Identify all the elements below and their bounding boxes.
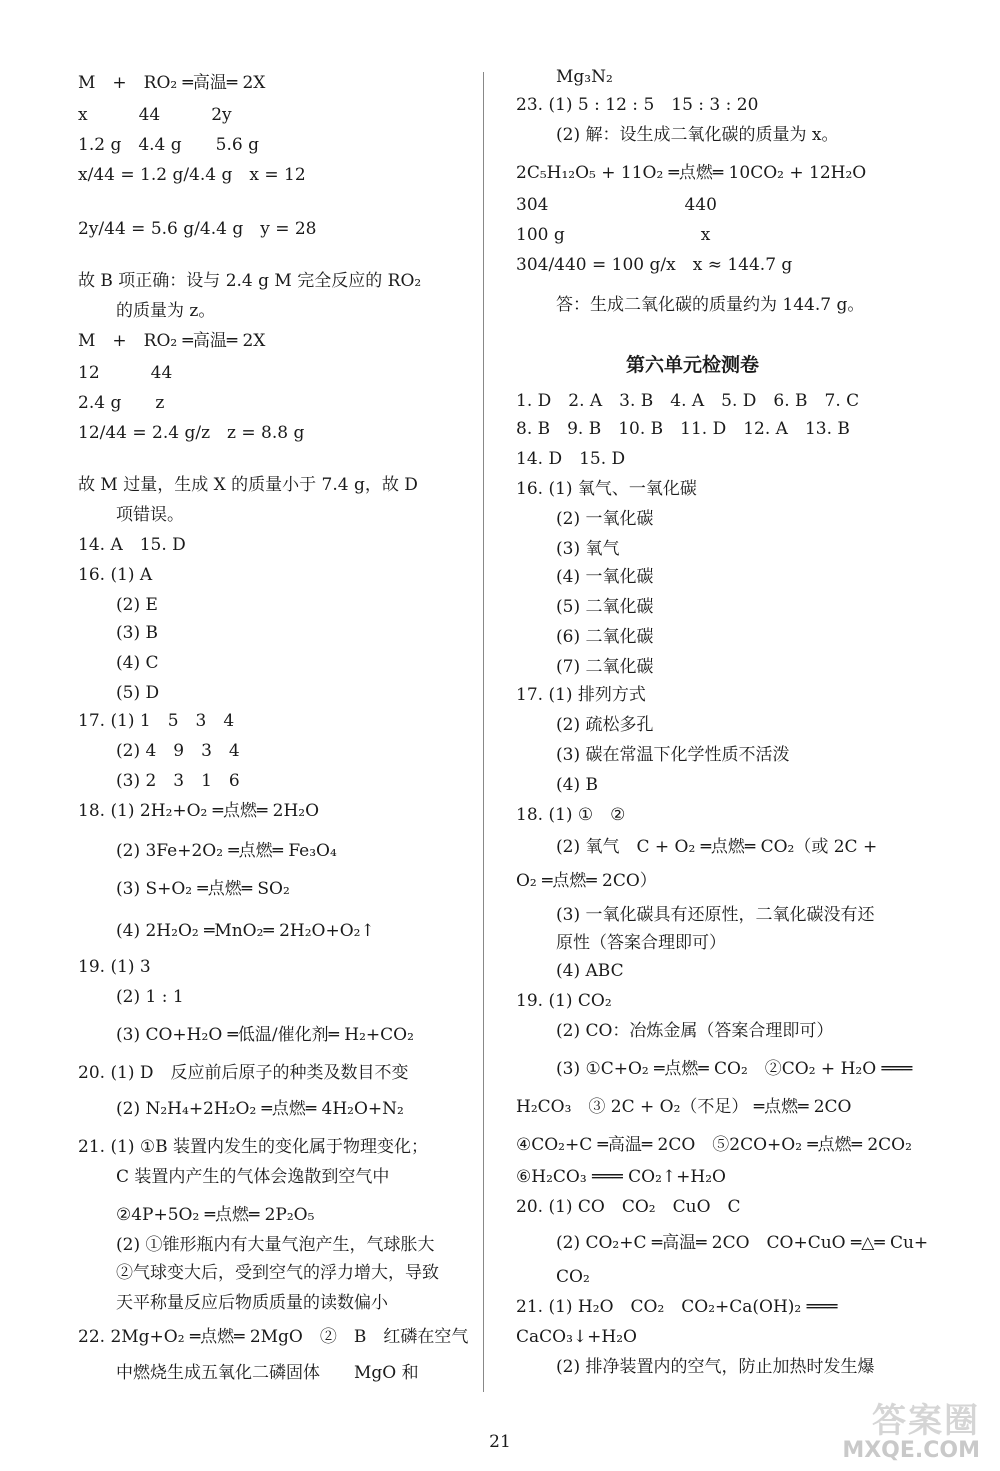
answer-line: 2.4 g z [78, 393, 165, 413]
answer-line: 16. (1) A [78, 565, 153, 585]
answer-line: (4) ABC [556, 961, 624, 981]
answer-line: 304/440 = 100 g/x x ≈ 144.7 g [516, 255, 793, 275]
answer-line: 16. (1) 氧气、一氧化碳 [516, 479, 697, 499]
page-number: 21 [489, 1432, 511, 1452]
answer-line: 14. A 15. D [78, 535, 186, 555]
answer-line: (2) 4 9 3 4 [116, 741, 240, 761]
answer-line: O₂ ═点燃═ 2CO） [516, 871, 657, 891]
answer-line: 项错误。 [116, 505, 184, 525]
answer-line: 23. (1) 5 : 12 : 5 15 : 3 : 20 [516, 95, 759, 115]
watermark-logo [816, 1393, 986, 1463]
answer-line: Mg₃N₂ [556, 67, 613, 87]
answer-line: M + RO₂ ═高温═ 2X [78, 331, 266, 351]
answer-line: 19. (1) CO₂ [516, 991, 612, 1011]
answer-line: (5) 二氧化碳 [556, 597, 654, 617]
answer-line: 17. (1) 排列方式 [516, 685, 646, 705]
watermark-glyphs: 答案圈 [872, 1401, 980, 1441]
answer-line: (4) B [556, 775, 598, 795]
answer-line: (2) ①锥形瓶内有大量气泡产生，气球胀大 [116, 1235, 435, 1255]
answer-line: 100 g x [516, 225, 711, 245]
answer-line: 20. (1) CO CO₂ CuO C [516, 1197, 741, 1217]
answer-line: 中燃烧生成五氧化二磷固体 MgO 和 [116, 1363, 419, 1383]
answer-line: ②气球变大后，受到空气的浮力增大，导致 [116, 1263, 439, 1283]
answer-line: (2) 解：设生成二氧化碳的质量为 x。 [556, 125, 839, 145]
answer-line: (2) 一氧化碳 [556, 509, 654, 529]
answer-line: 18. (1) ① ② [516, 805, 626, 825]
answer-line: 8. B 9. B 10. B 11. D 12. A 13. B [516, 419, 850, 439]
answer-line: (6) 二氧化碳 [556, 627, 654, 647]
answer-line: ⑥H₂CO₃ ═══ CO₂↑+H₂O [516, 1167, 726, 1187]
answer-line: 18. (1) 2H₂+O₂ ═点燃═ 2H₂O [78, 801, 320, 821]
answer-line: (3) B [116, 623, 158, 643]
answer-line: 12/44 = 2.4 g/z z = 8.8 g [78, 423, 305, 443]
section-title: 第六单元检测卷 [626, 354, 760, 376]
answer-line: 天平称量反应后物质质量的读数偏小 [116, 1293, 388, 1313]
answer-line: (2) 疏松多孔 [556, 715, 654, 735]
answer-line: 故 B 项正确：设与 2.4 g M 完全反应的 RO₂ [78, 271, 422, 291]
answer-line: x 44 2y [78, 105, 232, 125]
answer-line: 12 44 [78, 363, 173, 383]
answer-line: (2) E [116, 595, 158, 615]
answer-line: (2) 3Fe+2O₂ ═点燃═ Fe₃O₄ [116, 841, 337, 861]
answer-line: (3) 一氧化碳具有还原性，二氧化碳没有还 [556, 905, 875, 925]
answer-line: H₂CO₃ ③ 2C + O₂（不足） ═点燃═ 2CO [516, 1097, 852, 1117]
answer-line: 17. (1) 1 5 3 4 [78, 711, 235, 731]
answer-line: 原性（答案合理即可） [556, 933, 726, 953]
answer-line: x/44 = 1.2 g/4.4 g x = 12 [78, 165, 306, 185]
answer-line: 19. (1) 3 [78, 957, 151, 977]
answer-line: 21. (1) H₂O CO₂ CO₂+Ca(OH)₂ ═══ [516, 1297, 838, 1317]
answer-line: (3) ①C+O₂ ═点燃═ CO₂ ②CO₂ + H₂O ═══ [556, 1059, 913, 1079]
watermark-text: MXQE.COM [842, 1438, 980, 1463]
column-divider [483, 72, 484, 1392]
answer-line: 的质量为 z。 [116, 301, 216, 321]
answer-line: ②4P+5O₂ ═点燃═ 2P₂O₅ [116, 1205, 315, 1225]
answer-line: (2) 排净装置内的空气，防止加热时发生爆 [556, 1357, 875, 1377]
answer-line: 2y/44 = 5.6 g/4.4 g y = 28 [78, 219, 317, 239]
answer-line: (5) D [116, 683, 160, 703]
answer-line: CO₂ [556, 1267, 590, 1287]
answer-line: (7) 二氧化碳 [556, 657, 654, 677]
answer-line: 21. (1) ①B 装置内发生的变化属于物理变化； [78, 1137, 429, 1157]
answer-line: (2) 1 : 1 [116, 987, 184, 1007]
answer-line: (2) CO：冶炼金属（答案合理即可） [556, 1021, 834, 1041]
answer-line: 22. 2Mg+O₂ ═点燃═ 2MgO ② B 红磷在空气 [78, 1327, 469, 1347]
answer-line: 2C₅H₁₂O₅ + 11O₂ ═点燃═ 10CO₂ + 12H₂O [516, 163, 867, 183]
answer-line: 20. (1) D 反应前后原子的种类及数目不变 [78, 1063, 409, 1083]
answer-line: 答：生成二氧化碳的质量约为 144.7 g。 [556, 295, 865, 315]
answer-line: CaCO₃↓+H₂O [516, 1327, 637, 1347]
answer-line: (4) C [116, 653, 159, 673]
answer-line: C 装置内产生的气体会逸散到空气中 [116, 1167, 390, 1187]
answer-line: 1. D 2. A 3. B 4. A 5. D 6. B 7. C [516, 391, 860, 411]
answer-line: M + RO₂ ═高温═ 2X [78, 73, 266, 93]
answer-line: ④CO₂+C ═高温═ 2CO ⑤2CO+O₂ ═点燃═ 2CO₂ [516, 1135, 912, 1155]
answer-line: (3) 氧气 [556, 539, 620, 559]
answer-line: (3) CO+H₂O ═低温/催化剂═ H₂+CO₂ [116, 1025, 414, 1045]
answer-line: (4) 2H₂O₂ ═MnO₂═ 2H₂O+O₂↑ [116, 921, 375, 941]
answer-line: (4) 一氧化碳 [556, 567, 654, 587]
answer-line: 1.2 g 4.4 g 5.6 g [78, 135, 259, 155]
answer-line: 304 440 [516, 195, 717, 215]
answer-line: 故 M 过量，生成 X 的质量小于 7.4 g，故 D [78, 475, 418, 495]
answer-line: (3) 2 3 1 6 [116, 771, 240, 791]
answer-line: (2) CO₂+C ═高温═ 2CO CO+CuO ═△═ Cu+ [556, 1233, 929, 1253]
answer-line: (2) 氧气 C + O₂ ═点燃═ CO₂（或 2C + [556, 837, 878, 857]
answer-line: (3) 碳在常温下化学性质不活泼 [556, 745, 790, 765]
answer-line: (2) N₂H₄+2H₂O₂ ═点燃═ 4H₂O+N₂ [116, 1099, 404, 1119]
answer-line: 14. D 15. D [516, 449, 626, 469]
answer-line: (3) S+O₂ ═点燃═ SO₂ [116, 879, 290, 899]
